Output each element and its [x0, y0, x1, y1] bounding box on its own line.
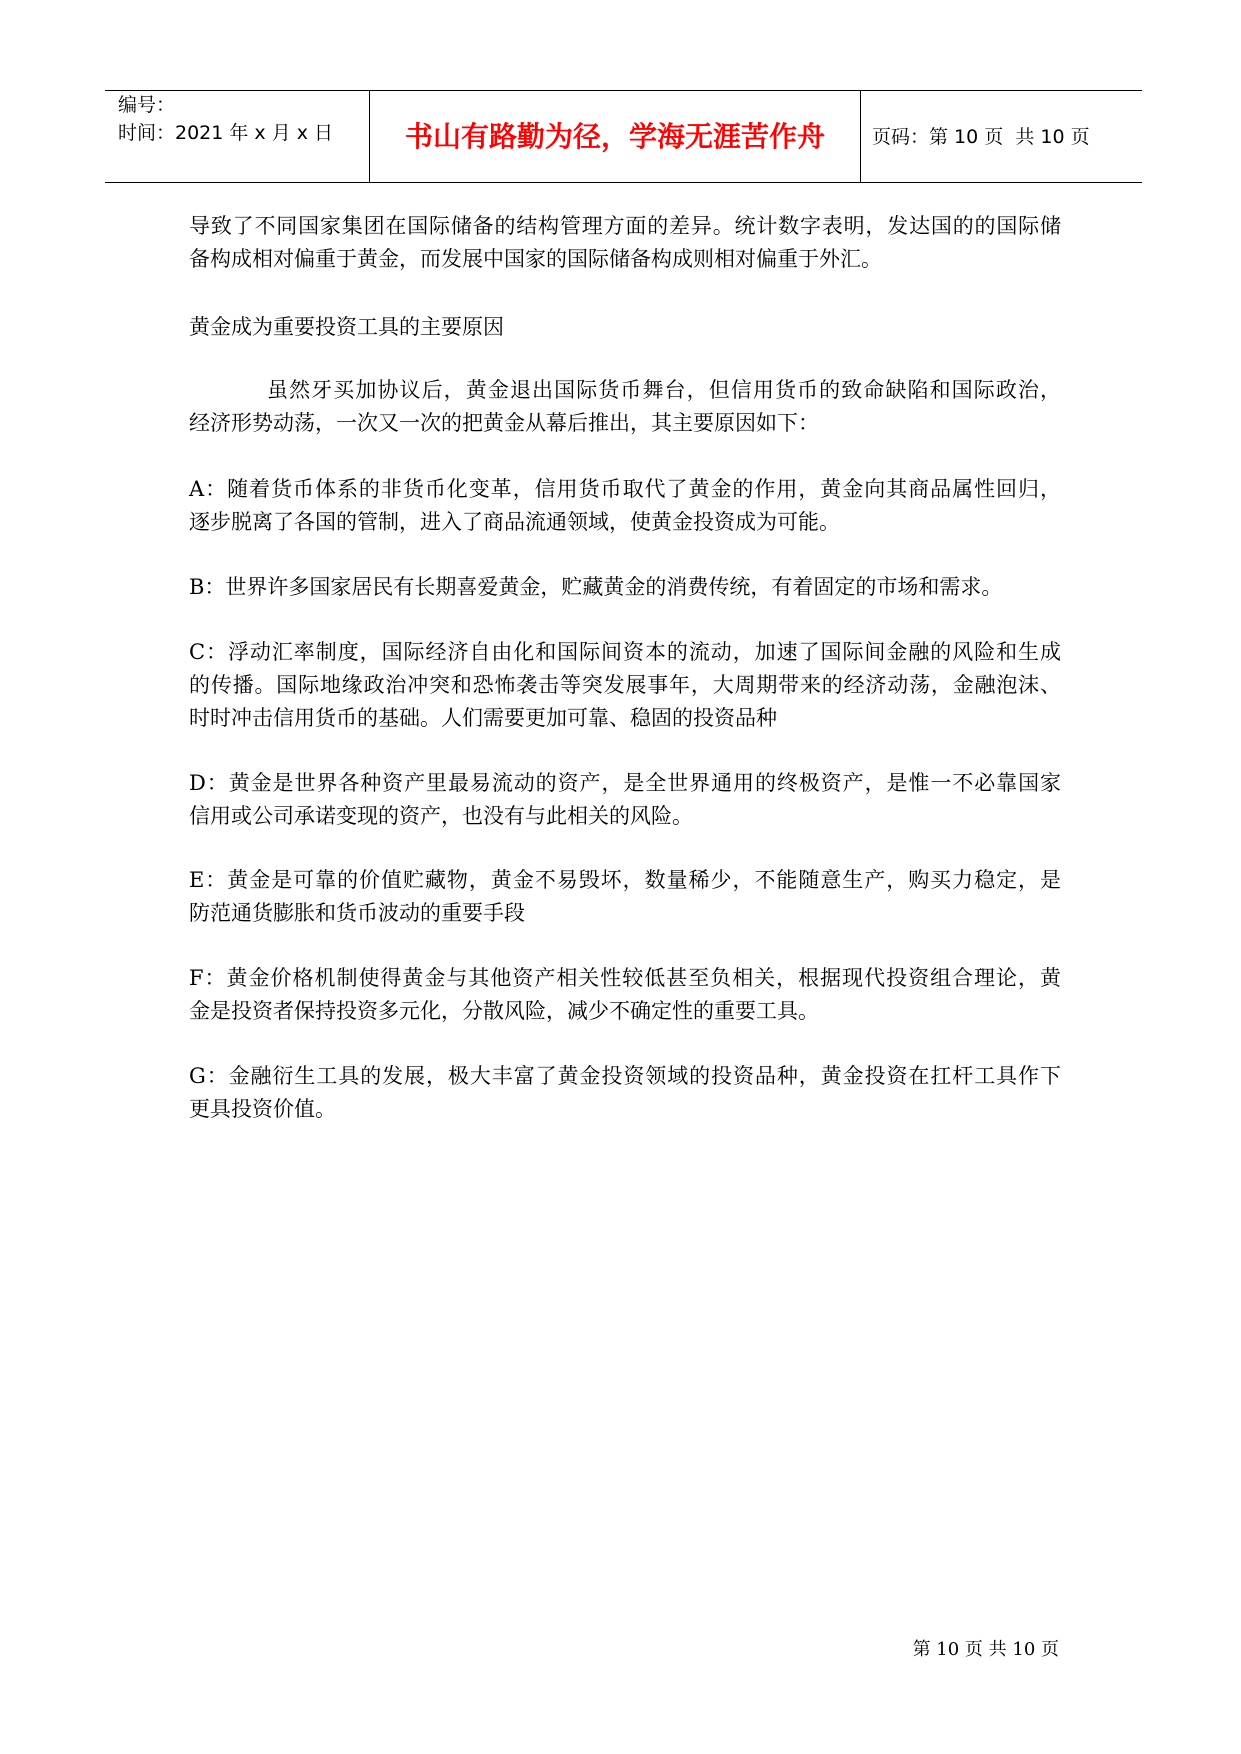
- text-line: 备构成相对偏重于黄金，而发展中国家的国际储备构成则相对偏重于外汇。: [189, 247, 882, 271]
- text-line: 信用或公司承诺变现的资产，也没有与此相关的风险。: [189, 804, 693, 828]
- header-rule-top: [105, 90, 1142, 91]
- text-line: D：黄金是世界各种资产里最易流动的资产，是全世界通用的终极资产，是惟一不必靠国家: [189, 771, 1061, 795]
- text-line: 金是投资者保持投资多元化，分散风险，减少不确定性的重要工具。: [189, 999, 819, 1023]
- text-line: E：黄金是可靠的价值贮藏物，黄金不易毁坏，数量稀少，不能随意生产，购买力稳定，是: [189, 868, 1061, 892]
- paragraph: [189, 864, 1061, 930]
- text-line: 导致了不同国家集团在国际储备的结构管理方面的差异。统计数字表明，发达国的的国际储: [189, 214, 1061, 238]
- doc-number-label: 编号：: [118, 94, 176, 116]
- text-line: 更具投资价值。: [189, 1097, 336, 1121]
- text-line: 经济形势动荡，一次又一次的把黄金从幕后推出，其主要原因如下：: [189, 411, 819, 435]
- text-line: F：黄金价格机制使得黄金与其他资产相关性较低甚至负相关，根据现代投资组合理论，黄: [189, 966, 1061, 990]
- paragraph: [189, 962, 1061, 1028]
- header-divider-right: [860, 90, 861, 182]
- paragraph: [189, 767, 1061, 833]
- paragraph: [189, 210, 1061, 276]
- text-line: 逐步脱离了各国的管制，进入了商品流通领域，使黄金投资成为可能。: [189, 510, 840, 534]
- text-line: 时时冲击信用货币的基础。人们需要更加可靠、稳固的投资品种: [189, 706, 777, 730]
- section-heading: [189, 311, 1061, 344]
- text-line: B：世界许多国家居民有长期喜爱黄金，贮藏黄金的消费传统，有着固定的市场和需求。: [189, 575, 1003, 599]
- paragraph: [189, 636, 1061, 735]
- text-line: 虽然牙买加协议后，黄金退出国际货币舞台，但信用货币的致命缺陷和国际政治，: [267, 378, 1061, 402]
- paragraph: [189, 374, 1061, 440]
- paragraph: [189, 571, 1061, 604]
- text-line: G：金融衍生工具的发展，极大丰富了黄金投资领域的投资品种，黄金投资在扛杆工具作下: [189, 1064, 1061, 1088]
- header-rule-bottom: [105, 182, 1142, 183]
- text-line: A：随着货币体系的非货币化变革，信用货币取代了黄金的作用，黄金向其商品属性回归，: [189, 477, 1061, 501]
- doc-date: 时间：2021 年 x 月 x 日: [118, 122, 334, 144]
- text-line: 黄金成为重要投资工具的主要原因: [189, 315, 504, 339]
- header-page-info: 页码：第 10 页 共 10 页: [872, 126, 1090, 148]
- text-line: C：浮动汇率制度，国际经济自由化和国际间资本的流动，加速了国际间金融的风险和生成: [189, 640, 1061, 664]
- text-line: 防范通货膨胀和货币波动的重要手段: [189, 901, 525, 925]
- motto-title: 书山有路勤为径，学海无涯苦作舟: [404, 120, 825, 153]
- text-line: 的传播。国际地缘政治冲突和恐怖袭击等突发展事年，大周期带来的经济动荡，金融泡沫、: [189, 673, 1061, 697]
- paragraph: [189, 1060, 1061, 1126]
- footer-page-number: 第 10 页 共 10 页: [912, 1639, 1059, 1660]
- paragraph: [189, 473, 1061, 539]
